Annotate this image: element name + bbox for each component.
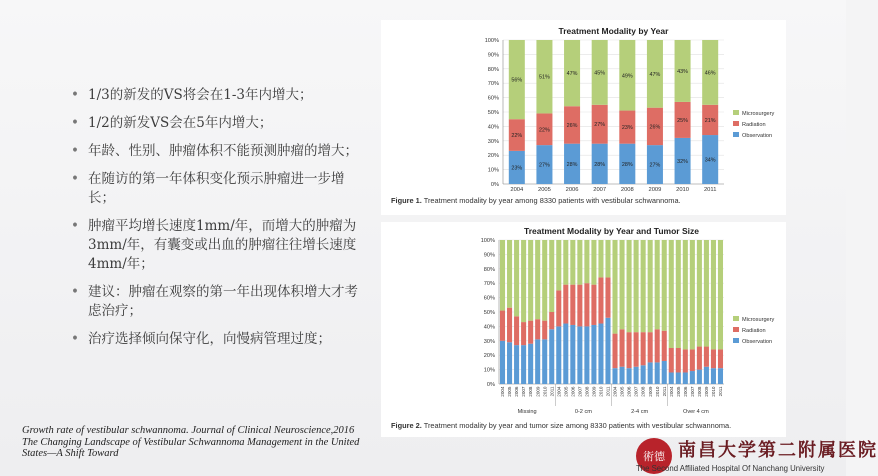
group-label: Missing	[517, 409, 537, 415]
data-label: 47%	[566, 71, 578, 78]
bullet-text: 1/3的新发的VS将会在1-3年内增大；	[88, 87, 313, 103]
bullet-text: 建议：肿瘤在观察的第一年出现体积增大才考虑治疗；	[88, 284, 358, 319]
bar-segment	[662, 240, 667, 331]
x-tick-label: 2007	[689, 386, 695, 397]
bar-segment	[648, 240, 653, 332]
x-tick-label: 2004	[510, 187, 524, 193]
x-tick-label: 2009	[591, 386, 597, 397]
bar-segment	[500, 311, 505, 341]
bar-segment	[549, 312, 554, 329]
bar-segment	[662, 361, 667, 384]
x-tick-label: 2005	[507, 386, 513, 397]
bar-segment	[718, 368, 723, 384]
hospital-name-en: The Second Affiliated Hospital Of Nanchang University	[636, 464, 825, 473]
bar-segment	[641, 332, 646, 365]
bar-segment	[612, 240, 617, 334]
bullet-item	[70, 170, 360, 208]
bar-segment	[577, 285, 582, 327]
x-tick-label: 2005	[619, 386, 625, 397]
bullet-list	[70, 86, 360, 358]
y-tick-label: 90%	[487, 52, 499, 59]
bar-segment	[577, 326, 582, 384]
bar-segment	[627, 368, 632, 384]
data-label: 23%	[511, 165, 523, 172]
bar-segment	[591, 325, 596, 384]
bar-segment	[570, 325, 575, 384]
x-tick-label: 2008	[528, 386, 534, 397]
x-tick-label: 2006	[570, 386, 576, 397]
legend-swatch	[733, 316, 739, 321]
bar-segment	[683, 372, 688, 384]
bar-segment	[704, 347, 709, 367]
bar-segment	[620, 367, 625, 384]
x-tick-label: 2010	[542, 386, 548, 397]
x-tick-label: 2008	[696, 386, 702, 397]
bar-segment	[584, 240, 589, 283]
x-tick-label: 2006	[514, 386, 520, 397]
y-tick-label: 80%	[487, 66, 499, 73]
bar-segment	[584, 283, 589, 326]
bar-segment	[718, 240, 723, 349]
x-tick-label: 2008	[584, 386, 590, 397]
figure-2-text: Treatment modality by year and tumor size among 8330 patients with vestibular schwannoma.	[423, 421, 732, 430]
data-label: 25%	[677, 117, 688, 124]
bar-segment	[528, 240, 533, 321]
bar-segment	[683, 349, 688, 372]
data-label: 49%	[621, 73, 633, 80]
y-tick-label: 90%	[483, 252, 495, 259]
y-tick-label: 40%	[487, 124, 499, 131]
x-tick-label: 2008	[640, 386, 646, 397]
bar-segment	[563, 324, 568, 384]
data-label: 23%	[621, 125, 633, 132]
legend-swatch	[733, 338, 739, 343]
bar-segment	[598, 277, 603, 323]
y-tick-label: 30%	[483, 338, 495, 345]
bullet-item	[70, 330, 360, 349]
y-tick-label: 30%	[487, 138, 499, 145]
x-tick-label: 2007	[521, 386, 527, 397]
bar-segment	[556, 240, 561, 290]
x-tick-label: 2007	[577, 386, 583, 397]
bar-segment	[641, 365, 646, 384]
bullet-text: 肿瘤平均增长速度1mm/年，而增大的肿瘤为3mm/年，有囊变或出血的肿瘤往往增长速度4mm/年；	[88, 218, 357, 272]
x-tick-label: 2011	[661, 386, 667, 397]
bar-segment	[634, 332, 639, 367]
bar-segment	[549, 329, 554, 384]
y-tick-label: 40%	[483, 324, 495, 331]
x-tick-label: 2010	[654, 386, 660, 397]
bar-segment	[662, 331, 667, 361]
x-tick-label: 2010	[711, 386, 717, 397]
bar-segment	[620, 329, 625, 366]
y-tick-label: 50%	[487, 110, 499, 116]
chart-treatment-by-year-and-size	[381, 222, 786, 418]
data-label: 47%	[649, 71, 661, 78]
data-label: 26%	[566, 122, 578, 129]
bullet-item	[70, 142, 360, 161]
x-tick-label: 2011	[718, 386, 724, 397]
x-tick-label: 2006	[565, 187, 579, 193]
bullet-item	[70, 86, 360, 105]
y-tick-label: 20%	[487, 153, 499, 160]
bar-segment	[711, 368, 716, 384]
bar-segment	[563, 285, 568, 324]
bar-segment	[521, 345, 526, 384]
hospital-name-cn: 南昌大学第二附属医院	[678, 440, 878, 461]
bar-segment	[605, 277, 610, 317]
bar-segment	[655, 240, 660, 329]
chart-title: Treatment Modality by Year and Tumor Size	[524, 226, 699, 236]
bar-segment	[556, 290, 561, 326]
data-label: 34%	[704, 157, 716, 164]
bar-segment	[535, 339, 540, 384]
bar-segment	[507, 240, 512, 308]
figure-1-label: Figure 1.	[391, 196, 422, 205]
y-tick-label: 10%	[487, 167, 499, 174]
y-tick-label: 70%	[483, 281, 495, 288]
bar-segment	[598, 240, 603, 277]
bar-segment	[676, 348, 681, 372]
bar-segment	[591, 285, 596, 325]
legend-label: Microsurgery	[742, 111, 775, 117]
bar-segment	[620, 240, 625, 329]
x-tick-label: 2004	[556, 386, 562, 397]
bar-segment	[634, 240, 639, 332]
bar-segment	[634, 367, 639, 384]
x-tick-label: 2008	[620, 187, 634, 193]
x-tick-label: 2007	[633, 386, 639, 397]
data-label: 21%	[704, 117, 716, 124]
legend-label: Observation	[742, 133, 773, 139]
bar-segment	[627, 240, 632, 332]
bar-segment	[669, 372, 674, 384]
figure-2	[381, 222, 786, 437]
bar-segment	[612, 334, 617, 369]
data-label: 27%	[594, 122, 606, 129]
data-label: 27%	[649, 162, 661, 169]
bar-segment	[535, 319, 540, 339]
bar-segment	[711, 349, 716, 368]
x-tick-label: 2011	[549, 386, 555, 397]
bullet-dot-icon: •	[71, 87, 79, 103]
data-label: 22%	[539, 127, 550, 134]
chart-title: Treatment Modality by Year	[558, 26, 669, 36]
data-label: 56%	[511, 77, 523, 84]
bar-segment	[655, 362, 660, 384]
bullet-text: 治疗选择倾向保守化，向慢病管理过度；	[88, 331, 331, 347]
bar-segment	[669, 240, 674, 348]
hospital-logo	[636, 436, 878, 476]
x-tick-label: 2010	[676, 187, 690, 193]
data-label: 27%	[539, 162, 550, 169]
x-tick-label: 2010	[598, 386, 604, 397]
legend-label: Radiation	[742, 122, 766, 128]
bar-segment	[605, 318, 610, 384]
bullet-text: 在随访的第一年体积变化预示肿瘤进一步增长；	[88, 171, 345, 206]
bar-segment	[507, 342, 512, 384]
bar-segment	[627, 332, 632, 368]
bar-segment	[697, 240, 702, 347]
x-tick-label: 2004	[668, 386, 674, 397]
bar-segment	[655, 329, 660, 362]
bullet-item	[70, 283, 360, 321]
x-tick-label: 2004	[500, 386, 506, 397]
bar-segment	[521, 322, 526, 345]
x-tick-label: 2011	[605, 386, 611, 397]
data-label: 28%	[594, 161, 606, 168]
bar-segment	[605, 240, 610, 277]
bar-segment	[612, 368, 617, 384]
x-tick-label: 2005	[563, 386, 569, 397]
y-tick-label: 50%	[483, 310, 495, 316]
bullet-item	[70, 217, 360, 274]
bar-segment	[577, 240, 582, 285]
bar-segment	[570, 285, 575, 325]
bar-segment	[704, 367, 709, 384]
figure-2-label: Figure 2.	[391, 421, 422, 430]
legend-label: Observation	[742, 339, 773, 345]
data-label: 32%	[677, 158, 688, 165]
bar-segment	[535, 240, 540, 319]
x-tick-label: 2005	[675, 386, 681, 397]
group-label: 0-2 cm	[574, 409, 592, 415]
y-tick-label: 80%	[483, 266, 495, 273]
bar-segment	[521, 240, 526, 322]
bar-segment	[584, 326, 589, 384]
legend-swatch	[733, 121, 739, 126]
bar-segment	[542, 240, 547, 321]
y-tick-label: 100%	[484, 38, 499, 44]
bar-segment	[528, 344, 533, 384]
group-label: 2-4 cm	[631, 409, 649, 415]
data-label: 51%	[539, 74, 550, 81]
legend-swatch	[733, 327, 739, 332]
data-label: 46%	[704, 70, 716, 77]
data-label: 28%	[566, 161, 578, 168]
bullet-dot-icon: •	[71, 331, 79, 347]
figure-2-caption	[391, 421, 731, 430]
bullet-text: 年龄、性别、肿瘤体积不能预测肿瘤的增大；	[88, 143, 358, 159]
bar-segment	[641, 240, 646, 332]
bullet-dot-icon: •	[71, 171, 79, 187]
x-tick-label: 2006	[626, 386, 632, 397]
y-tick-label: 0%	[490, 182, 499, 188]
bullet-item	[70, 114, 360, 133]
bar-segment	[500, 240, 505, 311]
bar-segment	[514, 316, 519, 345]
data-label: 45%	[594, 70, 606, 77]
bar-segment	[690, 371, 695, 384]
figure-1-caption	[391, 196, 681, 205]
bar-segment	[690, 349, 695, 371]
bullet-dot-icon: •	[71, 143, 79, 159]
x-tick-label: 2005	[537, 187, 551, 193]
bar-segment	[683, 240, 688, 349]
legend-swatch	[733, 132, 739, 137]
bullet-dot-icon: •	[71, 218, 79, 234]
y-tick-label: 10%	[483, 367, 495, 374]
citation: Growth rate of vestibular schwannoma. Journal of Clinical Neuroscience,2016 The Changing Landscape of Vestibular Schwannoma Management in the United States—A Shift Toward	[22, 425, 360, 459]
bar-segment	[542, 321, 547, 340]
bar-segment	[697, 347, 702, 370]
x-tick-label: 2006	[682, 386, 688, 397]
bar-segment	[500, 341, 505, 384]
bar-segment	[648, 362, 653, 384]
bar-segment	[718, 349, 723, 368]
x-tick-label: 2011	[703, 187, 717, 193]
bar-segment	[704, 240, 709, 347]
data-label: 28%	[621, 161, 633, 168]
data-label: 43%	[677, 68, 688, 75]
x-tick-label: 2009	[704, 386, 710, 397]
bar-segment	[711, 240, 716, 349]
group-label: Over 4 cm	[682, 409, 709, 415]
y-tick-label: 60%	[483, 295, 495, 302]
y-tick-label: 0%	[486, 382, 495, 388]
bar-segment	[570, 240, 575, 285]
data-label: 22%	[511, 133, 523, 140]
y-tick-label: 100%	[480, 238, 495, 244]
bullet-dot-icon: •	[71, 115, 79, 131]
bar-segment	[676, 240, 681, 348]
bar-segment	[669, 348, 674, 372]
x-tick-label: 2009	[535, 386, 541, 397]
chart-treatment-by-year	[381, 20, 786, 192]
bullet-dot-icon: •	[71, 284, 79, 300]
bar-segment	[556, 326, 561, 384]
legend-label: Radiation	[742, 328, 766, 334]
bar-segment	[542, 339, 547, 384]
y-tick-label: 70%	[487, 81, 499, 88]
bar-segment	[697, 370, 702, 384]
bullet-text: 1/2的新发VS会在5年内增大；	[88, 115, 273, 131]
y-tick-label: 60%	[487, 95, 499, 102]
bar-segment	[598, 324, 603, 384]
x-tick-label: 2007	[593, 187, 607, 193]
x-tick-label: 2009	[648, 187, 662, 193]
x-tick-label: 2004	[612, 386, 618, 397]
bar-segment	[514, 345, 519, 384]
figure-1	[381, 20, 786, 215]
bar-segment	[514, 240, 519, 316]
bar-segment	[690, 240, 695, 349]
bar-segment	[528, 321, 533, 344]
legend-swatch	[733, 110, 739, 115]
bar-segment	[563, 240, 568, 285]
x-tick-label: 2009	[647, 386, 653, 397]
y-tick-label: 20%	[483, 353, 495, 360]
hospital-seal-icon: 術德	[636, 438, 672, 474]
bar-segment	[648, 332, 653, 362]
bar-segment	[676, 372, 681, 384]
data-label: 26%	[649, 124, 661, 131]
bar-segment	[549, 240, 554, 312]
legend-label: Microsurgery	[742, 317, 775, 323]
bar-segment	[507, 308, 512, 343]
figure-1-text: Treatment modality by year among 8330 patients with vestibular schwannoma.	[423, 196, 681, 205]
bar-segment	[591, 240, 596, 285]
